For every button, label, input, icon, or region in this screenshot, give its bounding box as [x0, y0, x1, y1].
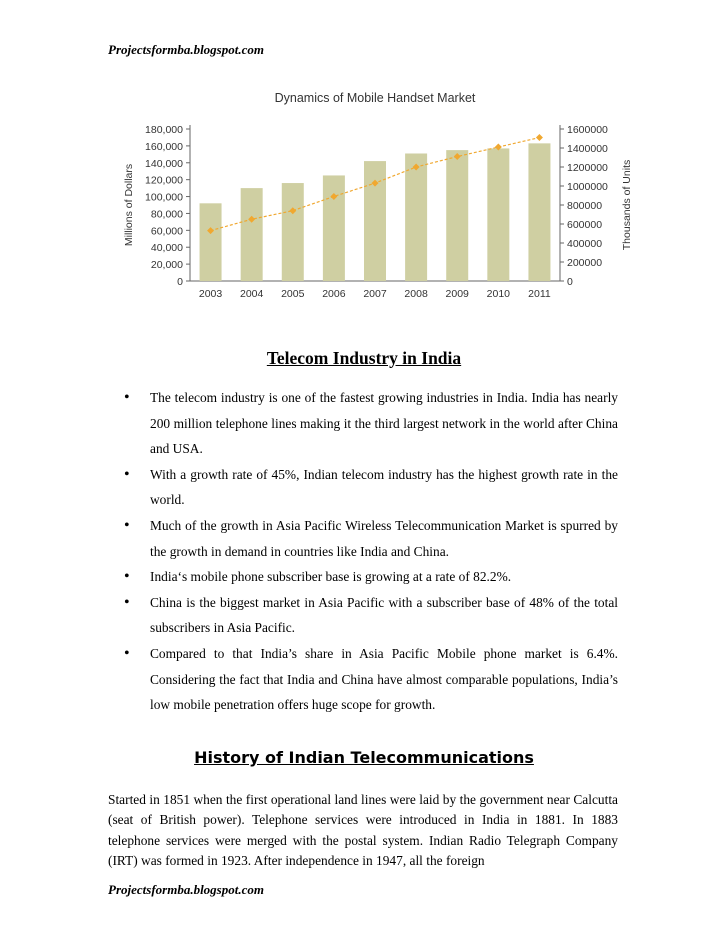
history-paragraph: Started in 1851 when the first operational land lines were laid by the government near Calcutta (seat of British power). Telephone services were introduced in India in 1881. In 1883 telephone services were merged with the postal system. Indian Radio Telegraph Company (IRT) was formed in 1923. After independence in 1947, all the foreign — [108, 792, 618, 868]
right-tick-label: 200000 — [567, 257, 603, 269]
left-tick-label: 20,000 — [150, 259, 183, 272]
bar-2009 — [446, 150, 468, 281]
bullet-item: • With a growth rate of 45%, Indian telecom industry has the highest growth rate in the world. — [108, 462, 618, 513]
left-tick-label: 60,000 — [150, 225, 183, 238]
left-tick-label: 100,000 — [145, 191, 183, 204]
x-tick-label: 2011 — [528, 288, 551, 300]
x-tick-label: 2005 — [281, 288, 305, 300]
telecom-bullet-list — [108, 385, 618, 718]
right-tick-label: 800000 — [567, 200, 603, 212]
bar-2006 — [323, 175, 345, 281]
bar-2008 — [405, 153, 427, 281]
handset-market-chart — [108, 84, 633, 314]
x-tick-label: 2003 — [198, 288, 223, 300]
x-tick-label: 2004 — [239, 288, 264, 300]
x-tick-label: 2009 — [445, 288, 469, 300]
right-tick-label: 1600000 — [567, 124, 608, 136]
x-tick-label: 2007 — [363, 288, 387, 300]
units-point-2011 — [536, 134, 543, 141]
bar-2011 — [528, 143, 550, 281]
right-tick-label: 400000 — [567, 238, 603, 250]
bar-2005 — [282, 183, 304, 281]
bar-2004 — [241, 188, 263, 281]
right-axis-label: Thousands of Units — [621, 159, 633, 251]
history-title: History of Indian Telecommunications — [194, 748, 534, 767]
footer-site-name: Projectsformba.blogspot.com — [108, 882, 264, 897]
bar-2010 — [487, 148, 509, 281]
right-tick-label: 1000000 — [567, 181, 608, 193]
left-axis-label: Millions of Dollars — [123, 163, 135, 247]
bullet-item: • India‘s mobile phone subscriber base is growing at a rate of 82.2%. — [108, 564, 618, 590]
left-tick-label: 140,000 — [145, 157, 183, 170]
bullet-item: • Much of the growth in Asia Pacific Wireless Telecommunication Market is spurred by the growth in demand in countries like India and China. — [108, 513, 618, 564]
left-tick-label: 80,000 — [150, 208, 183, 221]
header-site-name: Projectsformba.blogspot.com — [108, 42, 264, 57]
right-tick-label: 1200000 — [567, 162, 608, 174]
left-tick-label: 40,000 — [150, 242, 183, 255]
right-tick-label: 0 — [567, 276, 573, 288]
x-tick-label: 2010 — [486, 288, 511, 300]
telecom-industry-title: Telecom Industry in India — [266, 348, 462, 368]
x-tick-label: 2008 — [404, 288, 428, 300]
bullet-item: • Compared to that India’s share in Asia Pacific Mobile phone market is 6.4%. Considering the fact that India and China have almost comparable populations, India’s low mobile penetration offers huge scope for growth. — [108, 641, 618, 718]
bar-2007 — [364, 161, 386, 281]
left-tick-label: 120,000 — [145, 174, 183, 187]
bullet-item: • The telecom industry is one of the fastest growing industries in India. India has nearly 200 million telephone lines making it the third largest network in the world after China and USA. — [108, 385, 618, 462]
left-tick-label: 0 — [177, 276, 183, 288]
bar-2003 — [200, 203, 222, 281]
left-tick-label: 160,000 — [145, 140, 183, 153]
right-tick-label: 1400000 — [567, 143, 608, 155]
bullet-item: • China is the biggest market in Asia Pacific with a subscriber base of 48% of the total subscribers in Asia Pacific. — [108, 590, 618, 641]
x-tick-label: 2006 — [322, 288, 346, 300]
left-tick-label: 180,000 — [145, 124, 183, 136]
chart-title: Dynamics of Mobile Handset Market — [274, 91, 476, 105]
right-tick-label: 600000 — [567, 219, 603, 231]
